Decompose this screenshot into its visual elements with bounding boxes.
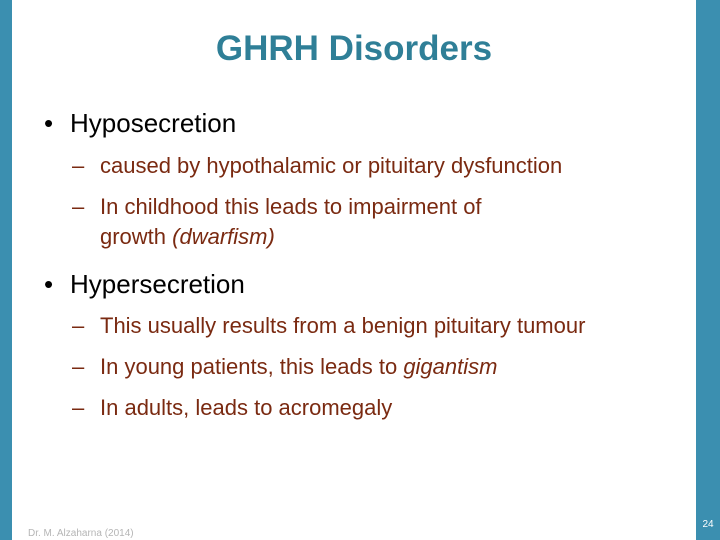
sub-dash: – xyxy=(72,354,85,379)
sub-bullet-cause xyxy=(72,151,562,181)
sub-text: In childhood this leads to impairment of xyxy=(100,194,482,219)
page-number: 24 xyxy=(702,519,714,530)
sub-italic-term: (dwarfism) xyxy=(172,224,275,249)
sub-dash: – xyxy=(72,313,85,338)
sub-dash: – xyxy=(72,153,85,178)
slide-title: GHRH Disorders xyxy=(215,29,493,68)
bullet-marker: • xyxy=(44,269,54,299)
sub-dash: – xyxy=(72,395,85,420)
bullet-marker: • xyxy=(44,108,54,138)
sub-bullet-acromegaly xyxy=(72,393,392,423)
bullet-text: Hyposecretion xyxy=(70,108,237,138)
sub-bullet-childhood xyxy=(72,192,482,252)
left-border-bar xyxy=(0,0,12,540)
sub-text: In adults, leads to acromegaly xyxy=(100,395,393,420)
footer-author: Dr. M. Alzaharna (2014) xyxy=(28,528,134,539)
sub-dash: – xyxy=(72,194,85,219)
sub-italic-term: gigantism xyxy=(403,354,498,379)
sub-text-continuation xyxy=(72,222,482,252)
sub-text: This usually results from a benign pituitary tumour xyxy=(100,313,586,338)
sub-bullet-tumour xyxy=(72,311,585,341)
sub-cont-text: growth xyxy=(100,224,173,249)
sub-text: caused by hypothalamic or pituitary dysfunction xyxy=(100,153,563,178)
right-border-bar xyxy=(696,0,720,540)
bullet-hypersecretion xyxy=(44,267,245,301)
bullet-hyposecretion xyxy=(44,106,236,140)
sub-bullet-gigantism xyxy=(72,352,497,382)
sub-text: In young patients, this leads to xyxy=(100,354,404,379)
bullet-text: Hypersecretion xyxy=(70,269,245,299)
